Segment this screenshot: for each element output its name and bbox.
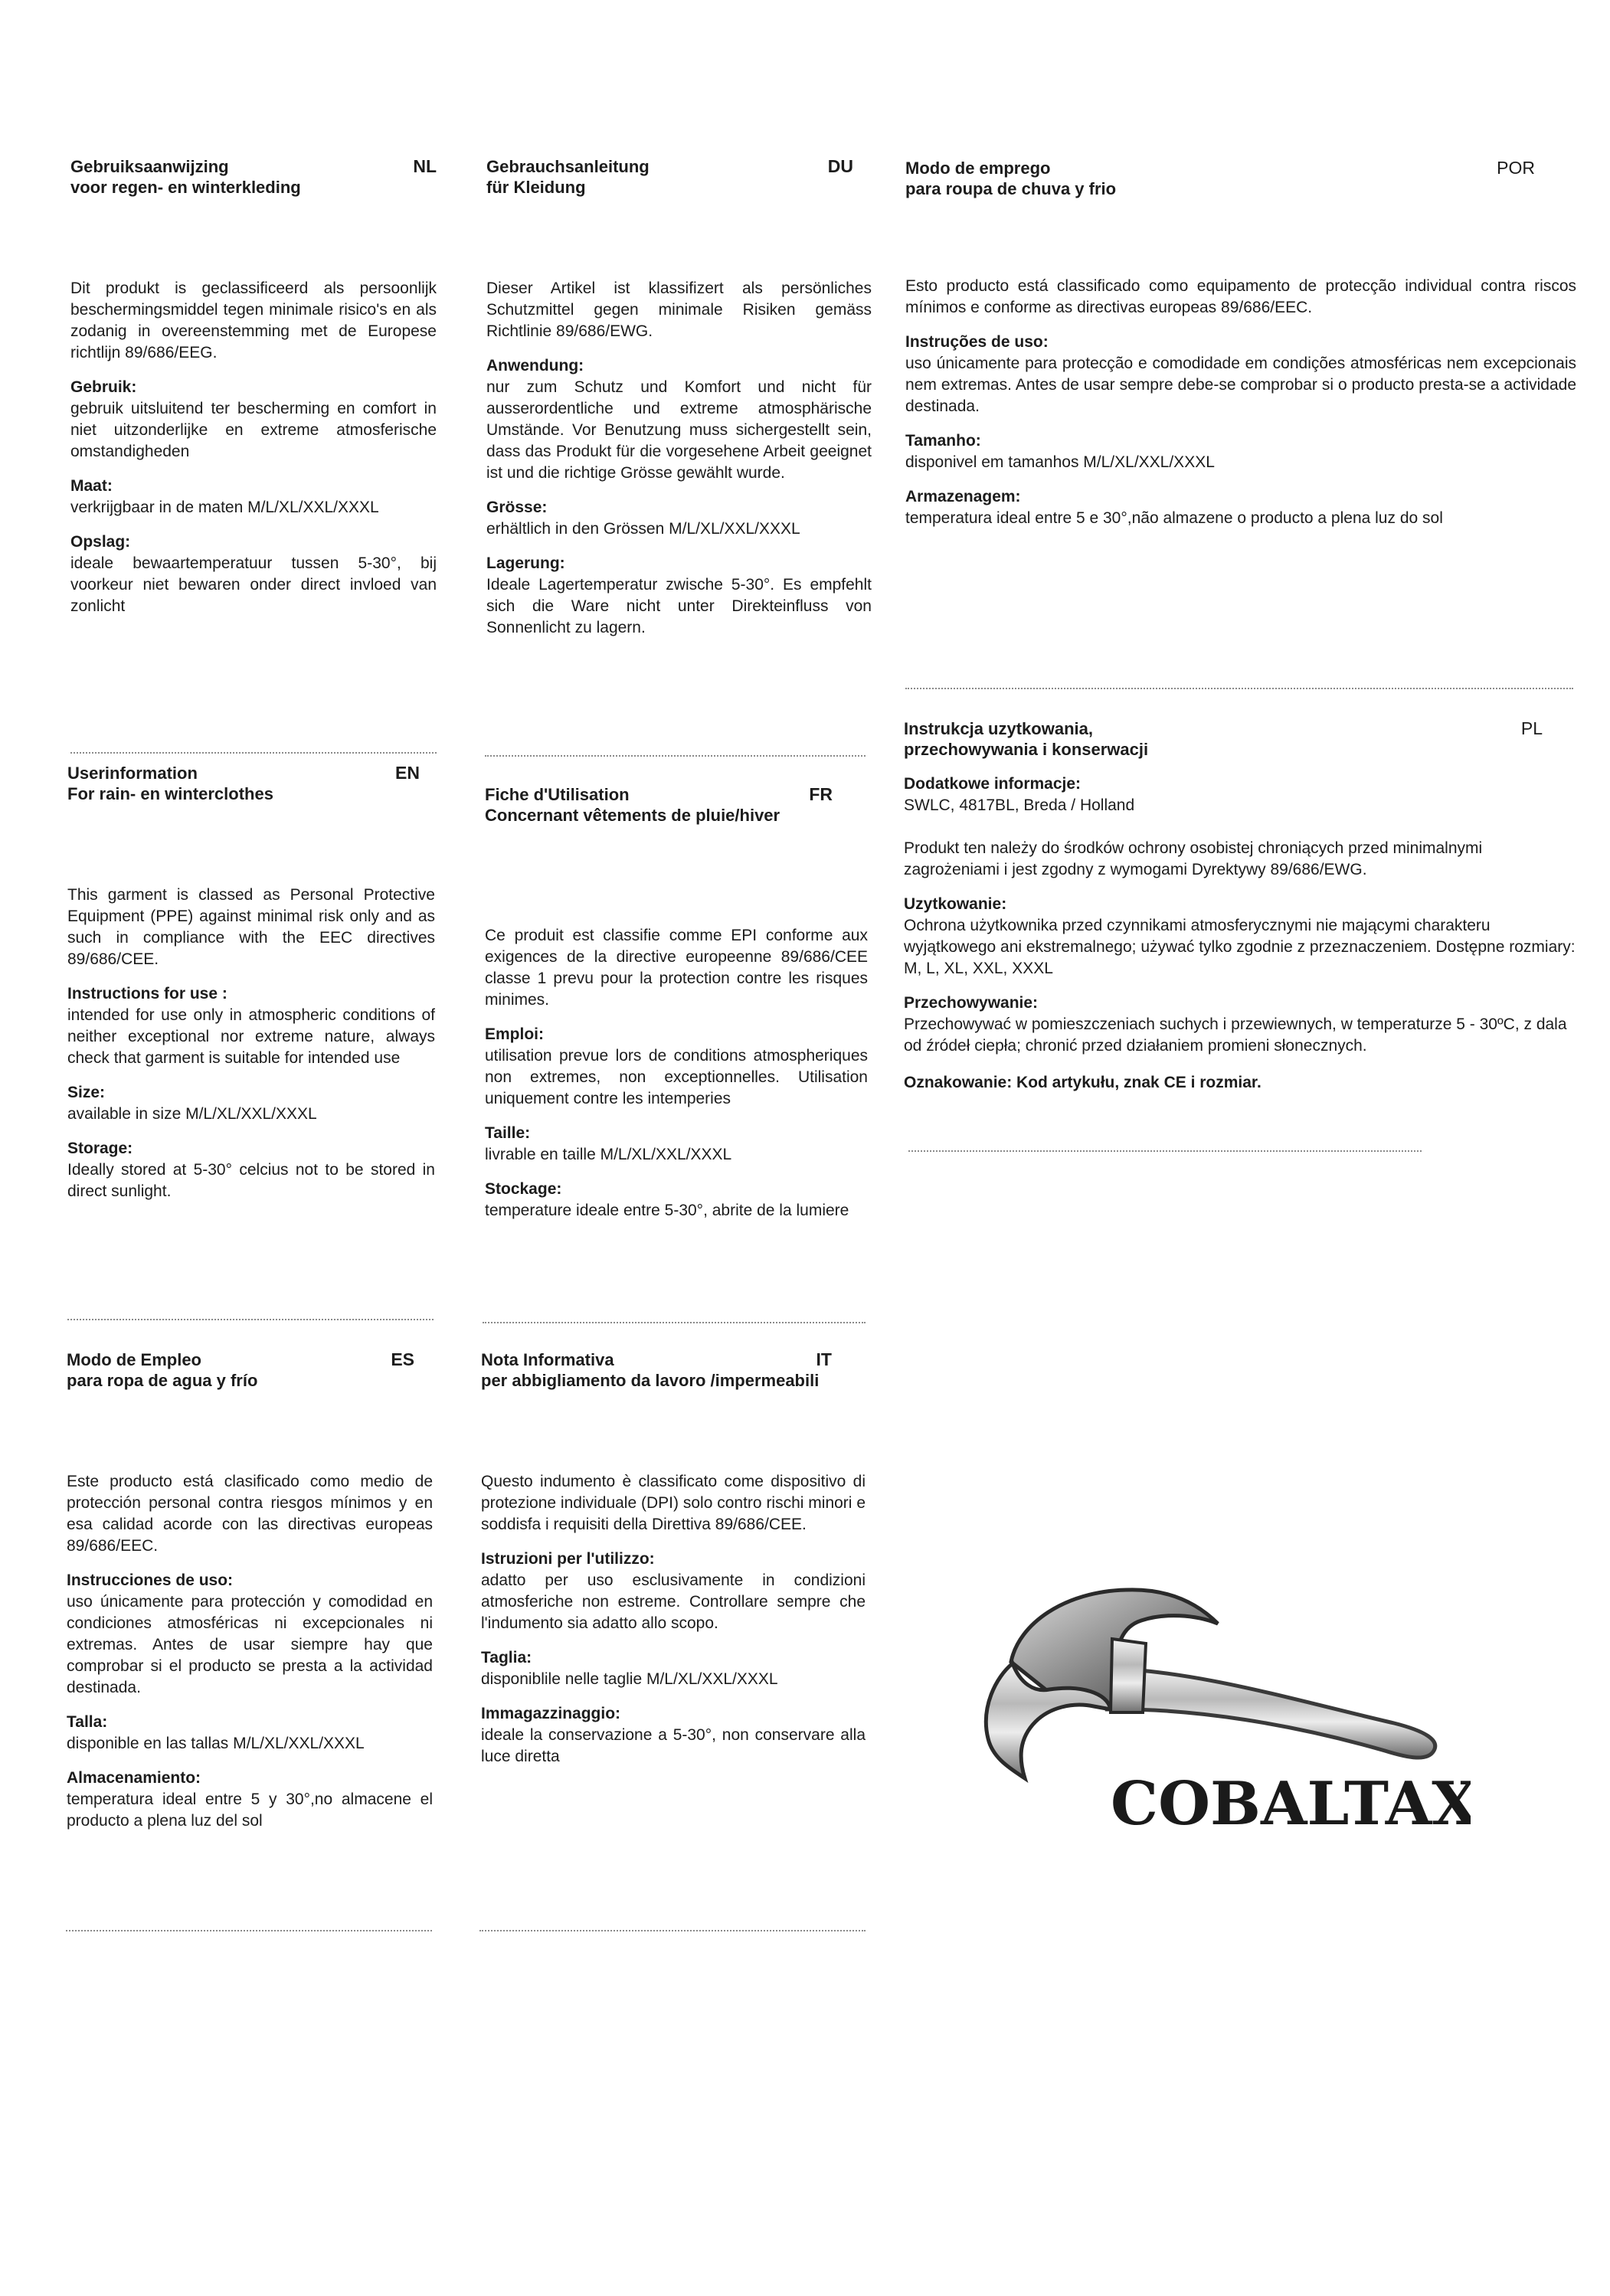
it-heading-line1: Nota Informativa bbox=[481, 1350, 614, 1369]
pl-intro: Produkt ten należy do środków ochrony osobistej chroniących przed minimalnymi zagrożeniami i jest zgodny z wymogami Dyrektywy 89/686/EWG. bbox=[904, 839, 1483, 878]
du-heading bbox=[486, 156, 872, 198]
pl-heading-line2: przechowywania i konserwacji bbox=[904, 740, 1149, 759]
du-section-text: nur zum Schutz und Komfort und nicht für ausserordentliche und extreme atmosphärische Umstände. Vor Benutzung muss sichergestellt sein, dass das Produkt für die vorgesehene Arbeit geeignet ist und die richtige Grösse gewählt wurde. bbox=[486, 378, 872, 482]
pl-extra-title: Dodatkowe informacje: bbox=[904, 775, 1082, 793]
por-heading-line1: Modo de emprego bbox=[905, 159, 1051, 178]
por-section-text: disponivel em tamanhos M/L/XL/XXL/XXXL bbox=[905, 453, 1215, 471]
es-section-text: uso únicamente para protección y comodidad en condiciones atmosféricas ni excepcionales ni extremas. Antes de usar siempre hay que comprobar si el producto se presta a la actividad destinada. bbox=[67, 1593, 433, 1696]
pl-heading bbox=[904, 718, 1578, 760]
nl-instructions bbox=[70, 156, 437, 617]
du-section-title: Lagerung: bbox=[486, 554, 565, 572]
es-heading bbox=[67, 1349, 433, 1391]
por-language-code: POR bbox=[1497, 158, 1535, 178]
fr-heading bbox=[485, 784, 868, 826]
it-section-title: Taglia: bbox=[481, 1649, 532, 1666]
pl-section-title: Przechowywanie: bbox=[904, 994, 1039, 1012]
fr-section-text: utilisation prevue lors de conditions atmospheriques non extremes, non exceptionnelles. Utilisation uniquement contre les intemperies bbox=[485, 1047, 868, 1107]
pl-instructions bbox=[904, 718, 1578, 1094]
es-divider bbox=[66, 1930, 432, 1931]
pl-language-code: PL bbox=[1520, 718, 1543, 738]
nl-section-title: Maat: bbox=[70, 477, 113, 495]
du-heading-line1: Gebrauchsanleitung bbox=[486, 157, 650, 176]
nl-heading bbox=[70, 156, 437, 198]
es-language-code: ES bbox=[391, 1349, 414, 1369]
por-section-title: Armazenagem: bbox=[905, 488, 1021, 505]
du-language-code: DU bbox=[827, 156, 853, 176]
it-heading-line2: per abbigliamento da lavoro /impermeabili bbox=[481, 1371, 820, 1390]
es-section-title: Instrucciones de uso: bbox=[67, 1572, 234, 1589]
fr-instructions bbox=[485, 784, 868, 1222]
en-section-text: available in size M/L/XL/XXL/XXXL bbox=[67, 1105, 317, 1123]
en-section-text: intended for use only in atmospheric conditions of neither exceptional nor extreme nature, always check that garment is suitable for intended use bbox=[67, 1006, 435, 1067]
en-language-code: EN bbox=[395, 763, 420, 783]
hammer-icon bbox=[965, 1578, 1471, 1853]
en-section-title: Size: bbox=[67, 1084, 106, 1101]
du-section-title: Grösse: bbox=[486, 499, 548, 516]
en-section-title: Storage: bbox=[67, 1140, 133, 1157]
fr-intro: Ce produit est classifie comme EPI conforme aux exigences de la directive europeenne 89/686/CEE classe 1 prevu pour la protection contre les risques minimes. bbox=[485, 927, 868, 1009]
pl-section-text: Przechowywać w pomieszczeniach suchych i przewiewnych, w temperaturze 5 - 30ºC, z dala od źródeł ciepła; chronić przed działaniem promieni słonecznych. bbox=[904, 1016, 1567, 1055]
du-instructions bbox=[486, 156, 872, 639]
nl-divider bbox=[70, 752, 437, 754]
es-heading-line1: Modo de Empleo bbox=[67, 1350, 201, 1369]
du-intro: Dieser Artikel ist klassifizert als persönliches Schutzmittel gegen minimale Risiken gemäss Richtlinie 89/686/EWG. bbox=[486, 280, 872, 340]
en-heading bbox=[67, 763, 435, 804]
it-section-text: adatto per uso esclusivamente in condizioni atmosferiche non estreme. Controllare sempre che l'indumento sia adatto allo scopo. bbox=[481, 1572, 866, 1632]
nl-heading-line2: voor regen- en winterkleding bbox=[70, 178, 301, 197]
du-section-text: erhältlich in den Grössen M/L/XL/XXL/XXXL bbox=[486, 520, 800, 538]
du-heading-line2: für Kleidung bbox=[486, 178, 586, 197]
nl-section-text: gebruik uitsluitend ter bescherming en comfort in niet uitzonderlijke en extreme atmosferische omstandigheden bbox=[70, 400, 437, 460]
nl-heading-line1: Gebruiksaanwijzing bbox=[70, 157, 229, 176]
it-divider bbox=[479, 1930, 866, 1931]
nl-section-title: Gebruik: bbox=[70, 378, 137, 396]
es-instructions bbox=[67, 1349, 433, 1832]
en-heading-line2: For rain- en winterclothes bbox=[67, 784, 273, 803]
es-intro: Este producto está clasificado como medio de protección personal contra riesgos mínimos y en esa calidad acorde con las directivas europeas 89/686/EEC. bbox=[67, 1473, 433, 1555]
fr-section-title: Stockage: bbox=[485, 1180, 562, 1198]
fr-language-code: FR bbox=[809, 784, 833, 804]
por-section-title: Tamanho: bbox=[905, 432, 981, 450]
it-section-text: disponiblile nelle taglie M/L/XL/XXL/XXXL bbox=[481, 1670, 778, 1688]
fr-divider bbox=[483, 1322, 866, 1323]
pl-section-text: Ochrona użytkownika przed czynnikami atmosferycznymi nie mającymi charakteru wyjątkowego ani ekstremalnego; używać tylko zgodnie z przeznaczeniem. Dostępne rozmiary: M, L, XL, XXL, XXXL bbox=[904, 917, 1576, 977]
it-section-title: Immagazzinaggio: bbox=[481, 1705, 621, 1722]
es-section-title: Almacenamiento: bbox=[67, 1769, 201, 1787]
en-section-title: Instructions for use : bbox=[67, 985, 227, 1002]
por-instructions bbox=[905, 158, 1576, 529]
fr-heading-line1: Fiche d'Utilisation bbox=[485, 785, 630, 804]
por-section-title: Instruções de uso: bbox=[905, 333, 1049, 351]
es-section-title: Talla: bbox=[67, 1713, 108, 1731]
es-heading-line2: para ropa de agua y frío bbox=[67, 1371, 258, 1390]
it-section-title: Istruzioni per l'utilizzo: bbox=[481, 1550, 655, 1568]
it-instructions bbox=[481, 1349, 866, 1768]
it-language-code: IT bbox=[816, 1349, 832, 1369]
en-instructions bbox=[67, 763, 435, 1202]
pl-heading-line1: Instrukcja uzytkowania, bbox=[904, 719, 1093, 738]
fr-heading-line2: Concernant vêtements de pluie/hiver bbox=[485, 806, 780, 825]
por-section-text: temperatura ideal entre 5 e 30°,não almazene o producto a plena luz do sol bbox=[905, 509, 1443, 527]
fr-section-title: Emploi: bbox=[485, 1025, 544, 1043]
nl-section-title: Opslag: bbox=[70, 533, 131, 551]
nl-intro: Dit produkt is geclassificeerd als persoonlijk beschermingsmiddel tegen minimale risico's en als zodanig in overeenstemming met de Europese richtlijn 89/686/EEG. bbox=[70, 280, 437, 361]
por-intro: Esto producto está classificado como equipamento de protecção individual contra riscos mínimos e conforme as directivas europeas 89/686/EEC. bbox=[905, 277, 1576, 316]
du-divider bbox=[485, 755, 866, 757]
nl-section-text: verkrijgbaar in de maten M/L/XL/XXL/XXXL bbox=[70, 499, 379, 516]
fr-section-text: temperature ideale entre 5-30°, abrite de la lumiere bbox=[485, 1202, 849, 1219]
por-heading-line2: para roupa de chuva y frio bbox=[905, 179, 1117, 198]
en-heading-line1: Userinformation bbox=[67, 764, 198, 783]
fr-section-text: livrable en taille M/L/XL/XXL/XXXL bbox=[485, 1146, 732, 1163]
cobaltax-logo bbox=[965, 1578, 1471, 1853]
it-intro: Questo indumento è classificato come dispositivo di protezione individuale (DPI) solo contro rischi minori e soddisfa i requisiti della Direttiva 89/686/CEE. bbox=[481, 1473, 866, 1533]
logo-wordmark: COBALTAX bbox=[1111, 1769, 1471, 1839]
it-heading bbox=[481, 1349, 866, 1391]
du-section-text: Ideale Lagertemperatur zwische 5-30°. Es empfehlt sich die Ware nicht unter Direkteinfluss von Sonnenlicht zu lagern. bbox=[486, 576, 872, 636]
por-section-text: uso únicamente para protecção e comodidade em condições atmosféricas nem excepcionais nem extremas. Antes de usar sempre debe-se comprobar si o producto presta-se a actividade destinada. bbox=[905, 355, 1576, 415]
it-section-text: ideale la conservazione a 5-30°, non conservare alla luce diretta bbox=[481, 1726, 866, 1765]
por-heading bbox=[905, 158, 1576, 199]
nl-section-text: ideale bewaartemperatuur tussen 5-30°, bij voorkeur niet bewaren onder direct invloed van zonlicht bbox=[70, 554, 437, 615]
en-intro: This garment is classed as Personal Protective Equipment (PPE) against minimal risk only and as such in compliance with the EEC directives 89/686/CEE. bbox=[67, 886, 435, 968]
nl-language-code: NL bbox=[413, 156, 437, 176]
pl-section-title: Uzytkowanie: bbox=[904, 895, 1007, 913]
pl-extra-text: SWLC, 4817BL, Breda / Holland bbox=[904, 796, 1135, 814]
es-section-text: temperatura ideal entre 5 y 30°,no almacene el producto a plena luz del sol bbox=[67, 1791, 433, 1830]
por-divider bbox=[905, 688, 1573, 689]
fr-section-title: Taille: bbox=[485, 1124, 531, 1142]
pl-marking: Oznakowanie: Kod artykułu, znak CE i rozmiar. bbox=[904, 1074, 1261, 1091]
en-section-text: Ideally stored at 5-30° celcius not to be stored in direct sunlight. bbox=[67, 1161, 435, 1200]
es-section-text: disponible en las tallas M/L/XL/XXL/XXXL bbox=[67, 1735, 365, 1752]
en-divider bbox=[67, 1319, 434, 1320]
du-section-title: Anwendung: bbox=[486, 357, 584, 374]
pl-divider bbox=[908, 1150, 1422, 1152]
